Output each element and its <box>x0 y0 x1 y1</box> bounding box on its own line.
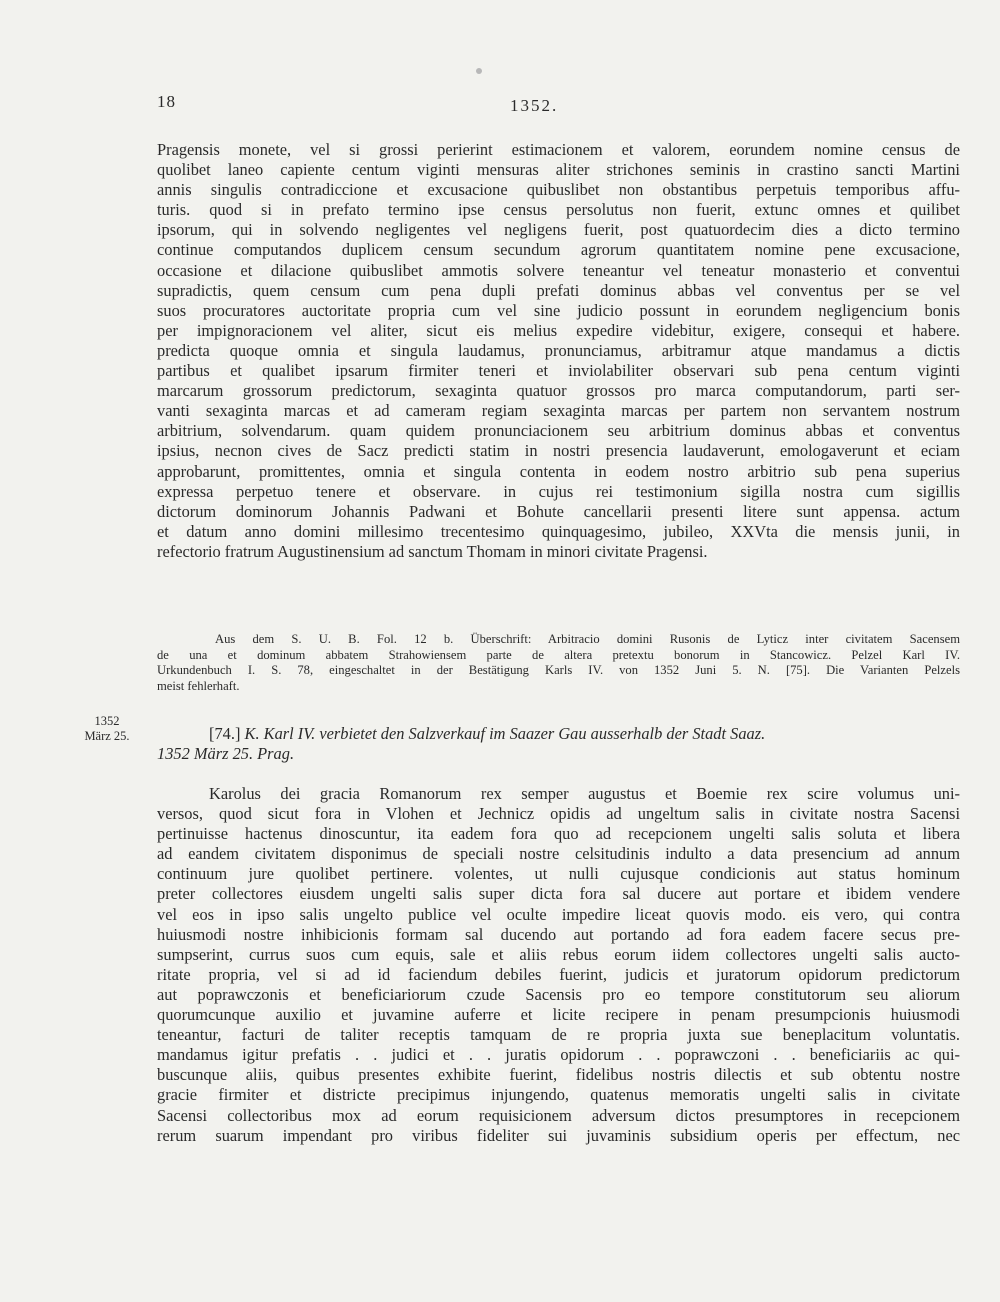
text-line-9: suos procuratores auctoritate propria cum vel sine judicio possunt in eorundem negligencium bonis <box>157 300 960 320</box>
footnote-line-4: meist fehlerhaft. <box>157 678 240 693</box>
document-74-number: [74.] <box>209 724 241 743</box>
text-line-16: gracie firmiter et districte precipimus injungendo, quatenus memoratis ungelti salis in civitate <box>157 1085 960 1105</box>
text-line-4: turis. quod si in prefato termino ipse census persolutus non fuerit, extunc omnes et quilibet <box>157 200 960 220</box>
text-line-7: occasione et dilacione quibuslibet ammotis solvere teneantur vel teneatur monasterio et conventui <box>157 260 960 280</box>
margin-date: März 25. <box>84 729 130 743</box>
text-line-6: preter collectores eiusdem ungelti salis super dicta fora sal ducere aut portare et ibidem vendere <box>157 884 960 904</box>
running-head-year: 1352. <box>510 96 559 115</box>
document-74-date-line: 1352 März 25. Prag. <box>157 744 295 763</box>
text-line-20: et datum anno domini millesimo trecentesimo quinquagesimo, jubileo, XXVta die mensis junii, in <box>157 521 960 541</box>
text-line-12: partibus et qualibet ipsarum firmiter teneri et inviolabiliter observari sub pena centum viginti <box>157 361 960 381</box>
text-line-11: aut poprawczonis et beneficiariorum czude Sacensis pro eo tempore constitutorum seu aliorum <box>157 984 960 1004</box>
text-line-8: supradictis, quem censum cum pena dupli prefati dominus abbas vel conventus per se vel <box>157 280 960 300</box>
text-line-7: vel eos in ipso salis ungelto publice vel oculte impedire liceat quovis modo. eis vero, qui contra <box>157 904 960 924</box>
text-line-14: mandamus igitur prefatis . . judici et . . juratis opidorum . . poprawczoni . . beneficiariis ac qui- <box>157 1045 960 1065</box>
text-line-3: pertinuisse hactenus dinoscuntur, ita eadem fora quo ad recepcionem ungelti salis soluta et libera <box>157 824 960 844</box>
footnote-line-1: Aus dem S. U. B. Fol. 12 b. Überschrift: Arbitracio domini Rusonis de Lyticz inter civitatem Sacensem <box>215 632 960 646</box>
document-74-title: K. Karl IV. verbietet den Salzverkauf im Saazer Gau ausserhalb der Stadt Saaz. <box>244 724 766 743</box>
ink-spot <box>476 68 482 74</box>
document-74-heading <box>157 724 960 764</box>
text-line-5: continuum jure quolibet pertinere. volentes, ut nulli cujusque condicionis aut status hominum <box>157 864 960 884</box>
text-line-15: arbitrium, solvendarum. quam quidem pronunciacionem seu arbitrium dominus abbas et conventus <box>157 421 960 441</box>
text-line-13: teneantur, facturi de taliter receptis tamquam de re propria juxta sue beneplacitum voluntatis. <box>157 1025 960 1045</box>
text-line-1: Karolus dei gracia Romanorum rex semper augustus et Boemie rex scire volumus uni- <box>209 784 960 803</box>
margin-year: 1352 <box>94 714 120 728</box>
text-line-21: refectorio fratrum Augustinensium ad sanctum Thomam in minori civitate Pragensi. <box>157 541 708 561</box>
text-line-5: ipsorum, qui in solvendo negligentes vel negligens fuerit, post quatuordecim dies a dicto termino <box>157 220 960 240</box>
footnote-line-2: de una et dominum abbatem Strahowiensem parte de altera pretextu bonorum in Stancowicz. Pelzel Karl IV. <box>157 647 960 662</box>
text-line-2: quolibet laneo capiente centum viginti mensuras aliter strichones seminis in crastino sancti Martini <box>157 160 960 180</box>
text-line-8: huiusmodi nostre inhibicionis formam sal ducendo aut portando ad fora eadem facere secus pre- <box>157 924 960 944</box>
text-line-14: vanti sexaginta marcas et ad cameram regiam sexaginta marcas per partem non servantem nostrum <box>157 401 960 421</box>
page-number: 18 <box>157 92 176 111</box>
text-line-6: continue computandos duplicem censum secundum agrorum quantitatem nomine pene excusacione, <box>157 240 960 260</box>
text-line-11: predicta quoque omnia et singula laudamus, pronunciamus, arbitramur atque mandamus a dictis <box>157 340 960 360</box>
document-74-title-line-1 <box>157 724 960 744</box>
text-line-1: Pragensis monete, vel si grossi perierint estimacionem et valorem, eorundem nomine census de <box>157 140 960 159</box>
text-line-17: Sacensi collectoribus mox ad eorum requisicionem adversum dictos presumptores in recepcionem <box>157 1105 960 1125</box>
text-line-18: expressa perpetuo tenere et observare. in cujus rei testimonium sigilla nostra cum sigillis <box>157 481 960 501</box>
footnote-line-3: Urkundenbuch I. S. 78, eingeschaltet in der Bestätigung Karls IV. von 1352 Juni 5. N. [75]. Die Varianten Pelzels <box>157 663 960 678</box>
text-line-3: annis singulis contradiccione et excusacione quibuslibet non obstantibus perpetuis temporibus affu- <box>157 180 960 200</box>
text-line-15: buscunque aliis, quibus presentes exhibite fuerint, fidelibus nostris dilectis et sub obtentu nostre <box>157 1065 960 1085</box>
text-line-19: dictorum dominorum Johannis Padwani et Bohute cancellarii presenti litere sunt appensa. actum <box>157 501 960 521</box>
text-line-10: per impignoracionem vel aliter, sicut eis melius expedire videbitur, exigere, consequi et habere. <box>157 320 960 340</box>
text-line-10: ritate propria, vel si ad id faciendum debiles fuerint, judicis et juratorum opidorum predictorum <box>157 964 960 984</box>
text-line-12: quorumcunque auxilio et juvamine auferre et licite recipere in penam presumpcionis huiusmodi <box>157 1005 960 1025</box>
document-73-source-note <box>157 632 960 694</box>
text-line-9: sumpserint, currus suos cum equis, sale et aliis rebus eorum iidem collectores ungelti salis aucto- <box>157 944 960 964</box>
document-74-text <box>157 784 960 1146</box>
text-line-18: rerum suarum impendant pro viribus fideliter sui juvaminis subsidium operis per effectum, nec <box>157 1125 960 1145</box>
margin-date-note <box>82 714 132 744</box>
document-73-text <box>157 140 960 562</box>
text-line-2: versos, quod sicut fora in Vlohen et Jechnicz opidis ad ungeltum salis in civitate nostra Sacensi <box>157 804 960 824</box>
text-line-17: approbarunt, promittentes, omnia et singula contenta in eodem nostro arbitrio sub pena superius <box>157 461 960 481</box>
text-line-16: ipsius, necnon cives de Sacz predicti statim in nostri presencia laudaverunt, emologaverunt et eciam <box>157 441 960 461</box>
text-line-4: ad eandem civitatem disponimus de speciali nostre celsitudinis indulto a data presencium ad annum <box>157 844 960 864</box>
text-line-13: marcarum grossorum predictorum, sexaginta quatuor grossos pro marca computandorum, parti ser- <box>157 381 960 401</box>
